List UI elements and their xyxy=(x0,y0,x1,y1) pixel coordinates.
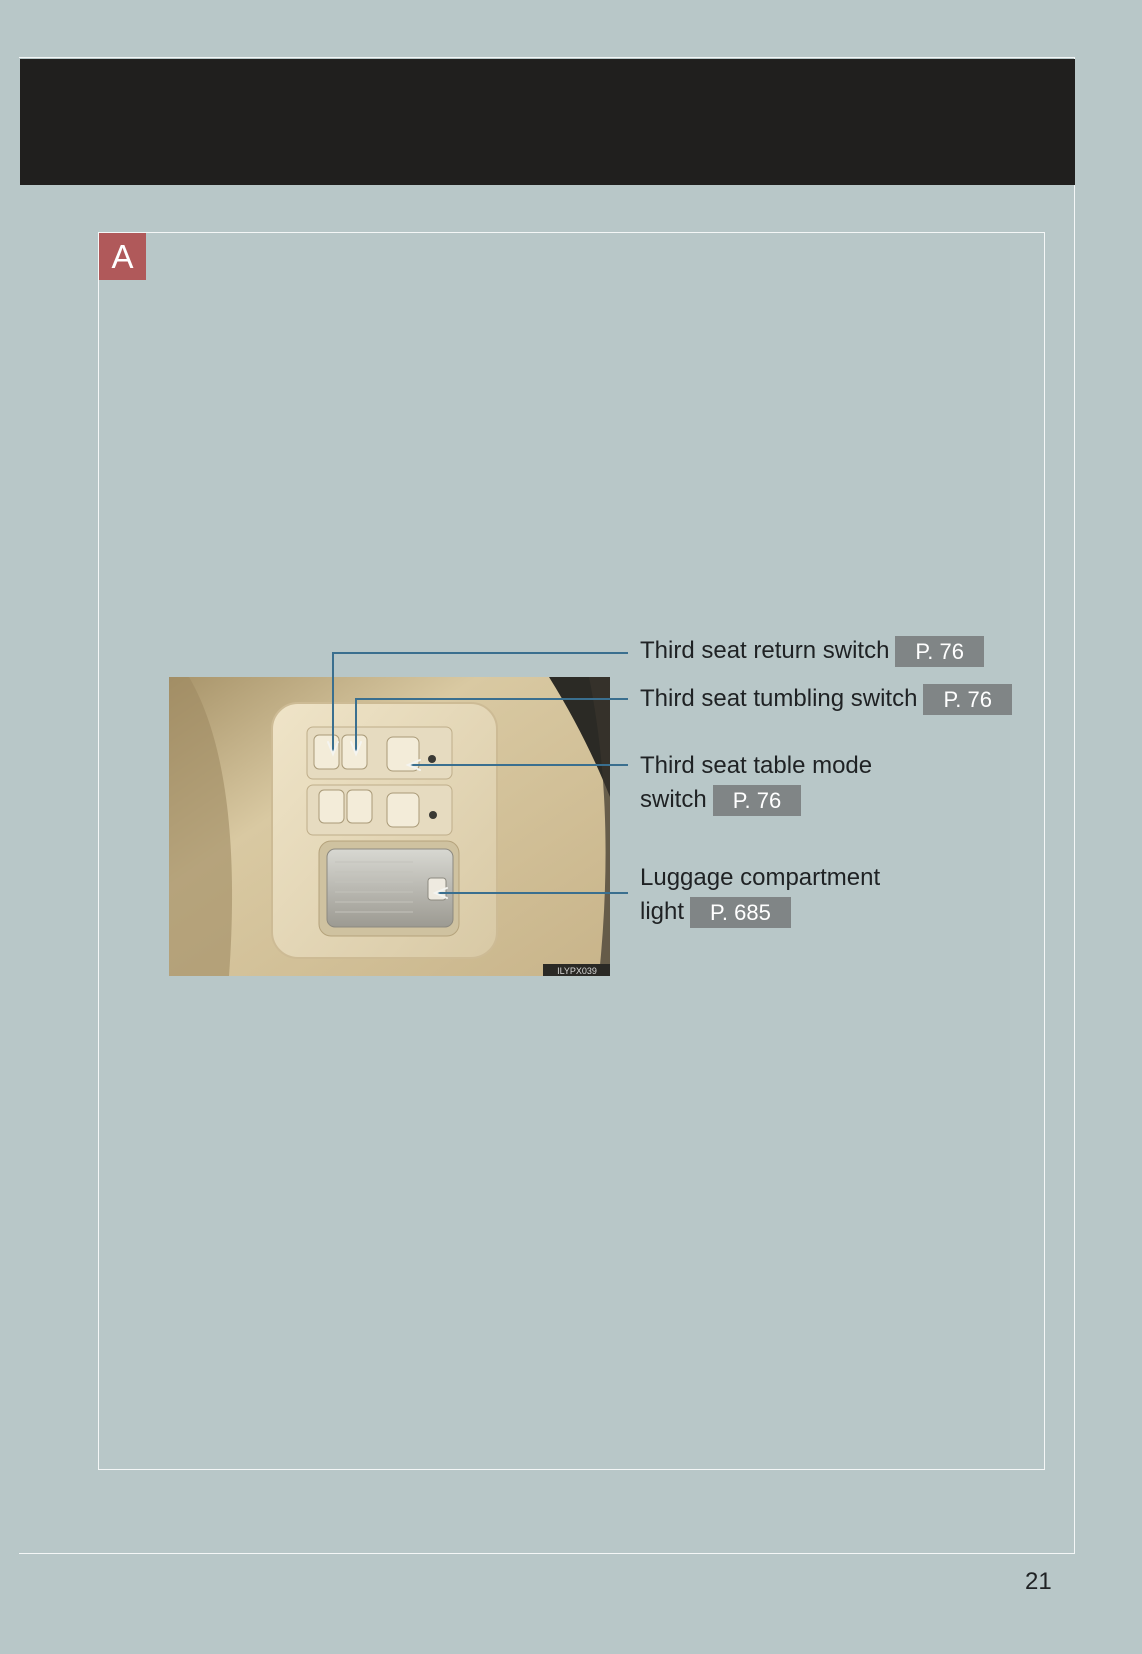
callout-label: Third seat return switch xyxy=(640,637,890,664)
callout-label-line2: switch xyxy=(640,786,707,813)
callout-label-line1: Luggage compartment xyxy=(640,864,881,891)
page-ref-link[interactable]: P. 685 xyxy=(690,897,791,928)
callout-label-line1: Third seat table mode xyxy=(640,752,873,779)
callout-third-seat-table-mode xyxy=(640,749,872,817)
photo-code: ILYPX039 xyxy=(557,966,597,976)
page-ref-link[interactable]: P. 76 xyxy=(713,785,802,816)
callout-label: Third seat tumbling switch xyxy=(640,685,918,712)
callout-luggage-light xyxy=(640,861,880,929)
callout-third-seat-return xyxy=(640,634,984,668)
switch-panel-photo xyxy=(169,677,610,976)
callout-label-line2: light xyxy=(640,898,685,925)
section-badge: A xyxy=(99,233,146,280)
callout-third-seat-tumbling xyxy=(640,682,1012,716)
page-number: 21 xyxy=(1025,1568,1052,1595)
page-ref-link[interactable]: P. 76 xyxy=(923,684,1012,715)
page-ref-link[interactable]: P. 76 xyxy=(895,636,984,667)
header-bar xyxy=(20,59,1075,185)
